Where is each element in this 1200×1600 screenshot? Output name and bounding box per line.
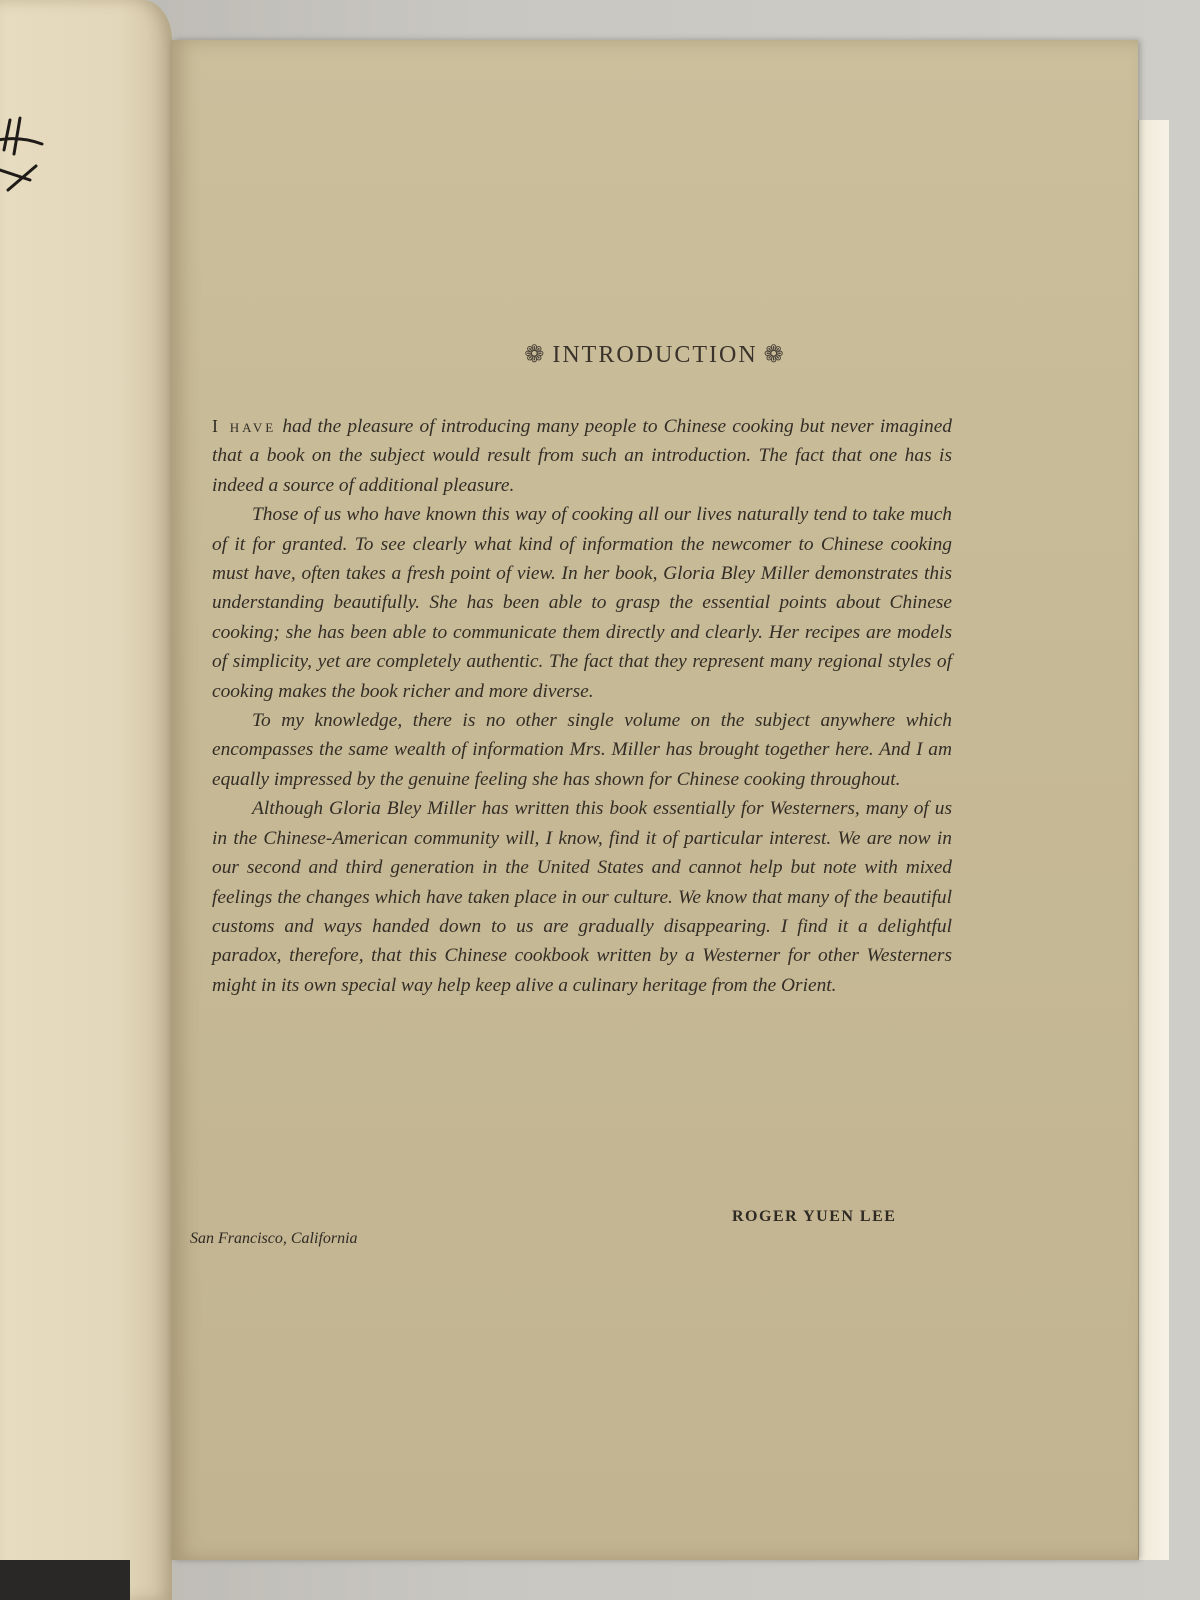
paragraph-4: Although Gloria Bley Miller has written this book essentially for Westerners, many of us in the Chinese-American community will, I know, find it of particular interest. We are now in our second and third generation in the United States and cannot help but note with mixed feelings the changes which have taken place in our culture. We know that many of the beautiful customs and ways handed down to us are gradually disappearing. I find it a delightful paradox, therefore, that this Chinese cookbook written by a Westerner for other Westerners might in its own special way help keep alive a culinary heritage from the Orient.	[212, 798, 952, 996]
paragraph-1-text: had the pleasure of introducing many people to Chinese cooking but never imagined that a book on the subject would result from such an introduction. The fact that one has is indeed a source of additional pleasure.	[212, 416, 952, 496]
paragraph-2: Those of us who have known this way of cooking all our lives naturally tend to take much of it for granted. To see clearly what kind of information the newcomer to Chinese cooking must have, often takes a fresh point of view. In her book, Gloria Bley Miller demonstrates this understanding beautifully. She has been able to grasp the essential points about Chinese cooking; she has been able to communicate them directly and clearly. Her recipes are models of simplicity, yet are completely authentic. The fact that they represent many regional styles of cooking makes the book richer and more diverse.	[212, 504, 952, 702]
flower-ornament-icon: ❁	[763, 342, 786, 368]
opening-words: I have	[212, 416, 277, 436]
title-text: INTRODUCTION	[552, 342, 758, 368]
page-title	[172, 340, 1138, 369]
paragraph-1	[212, 412, 952, 500]
page-stack-edge	[1138, 120, 1169, 1560]
paragraph-3: To my knowledge, there is no other single volume on the subject anywhere which encompasses the same wealth of information Mrs. Miller has brought together here. And I am equally impressed by the genuine feeling she has shown for Chinese cooking throughout.	[212, 710, 952, 790]
handwritten-mark	[0, 110, 60, 200]
book-page	[172, 40, 1138, 1560]
author-signature: ROGER YUEN LEE	[732, 1208, 897, 1225]
flower-ornament-icon: ❁	[524, 342, 547, 368]
introduction-text	[212, 412, 952, 1000]
left-facing-page	[0, 0, 172, 1600]
book-cover-edge	[0, 1560, 130, 1600]
place-line: San Francisco, California	[190, 1230, 358, 1247]
